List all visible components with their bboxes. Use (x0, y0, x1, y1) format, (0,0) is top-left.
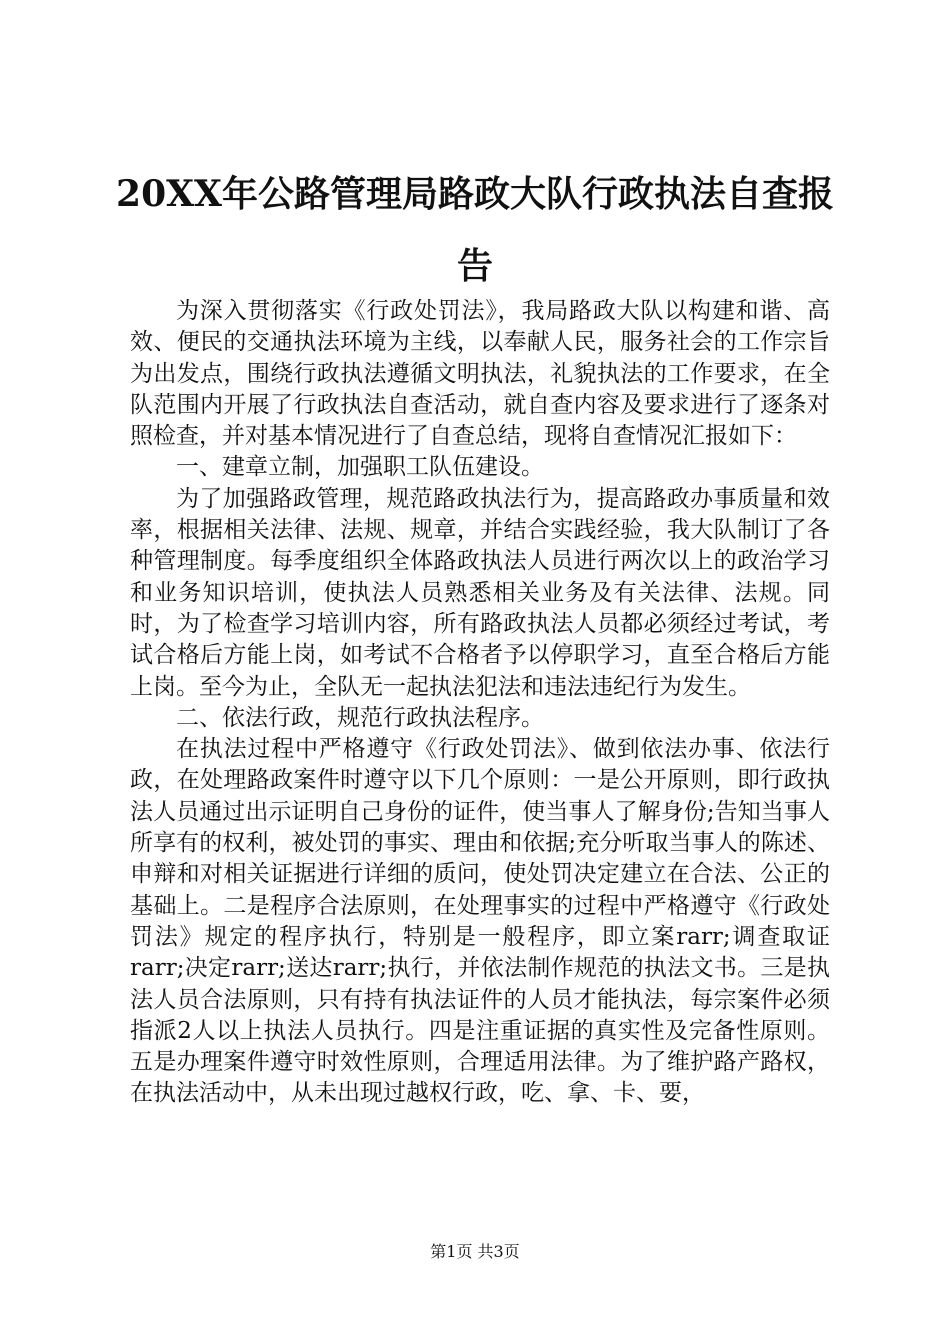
paragraph-section-2: 在执法过程中严格遵守《行政处罚法》、做到依法办事、依法行政，在处理路政案件时遵守以下几个原则：一是公开原则，即行政执法人员通过出示证明自己身份的证件，使当事人了解身份;告知当事人所享有的权利，被处罚的事实、理由和依据;充分听取当事人的陈述、申辩和对相关证据进行详细的质问，使处罚决定建立在合法、公正的基础上。二是程序合法原则，在处理事实的过程中严格遵守《行政处罚法》规定的程序执行，特别是一般程序，即立案rarr;调查取证rarr;决定rarr;送达rarr;执行，并依法制作规范的执法文书。三是执法人员合法原则，只有持有执法证件的人员才能执法，每宗案件必须指派2人以上执法人员执行。四是注重证据的真实性及完备性原则。五是办理案件遵守时效性原则，合理适用法律。为了维护路产路权，在执法活动中，从未出现过越权行政，吃、拿、卡、要， (130, 736, 830, 1107)
paragraph-intro: 为深入贯彻落实《行政处罚法》，我局路政大队以构建和谐、高效、便民的交通执法环境为主线，以奉献人民，服务社会的工作宗旨为出发点，围绕行政执法遵循文明执法，礼貌执法的工作要求，在全队范围内开展了行政执法自查活动，就自查内容及要求进行了逐条对照检查，并对基本情况进行了自查总结，现将自查情况汇报如下： (130, 298, 830, 450)
page-number-footer: 第1页 共3页 (430, 1242, 520, 1261)
document-title: 20XX年公路管理局路政大队行政执法自查报告 (116, 173, 834, 287)
section-heading-2: 二、依法行政，规范行政执法程序。 (176, 704, 544, 731)
paragraph-section-1: 为了加强路政管理，规范路政执法行为，提高路政办事质量和效率，根据相关法律、法规、规章，并结合实践经验，我大队制订了各种管理制度。每季度组织全体路政执法人员进行两次以上的政治学习和业务知识培训，使执法人员熟悉相关业务及有关法律、法规。同时，为了检查学习培训内容，所有路政执法人员都必须经过考试，考试合格后方能上岗，如考试不合格者予以停职学习，直至合格后方能上岗。至今为止，全队无一起执法犯法和违法违纪行为发生。 (130, 485, 830, 700)
document-body (130, 296, 830, 1110)
section-heading-1: 一、建章立制，加强职工队伍建设。 (176, 454, 544, 481)
